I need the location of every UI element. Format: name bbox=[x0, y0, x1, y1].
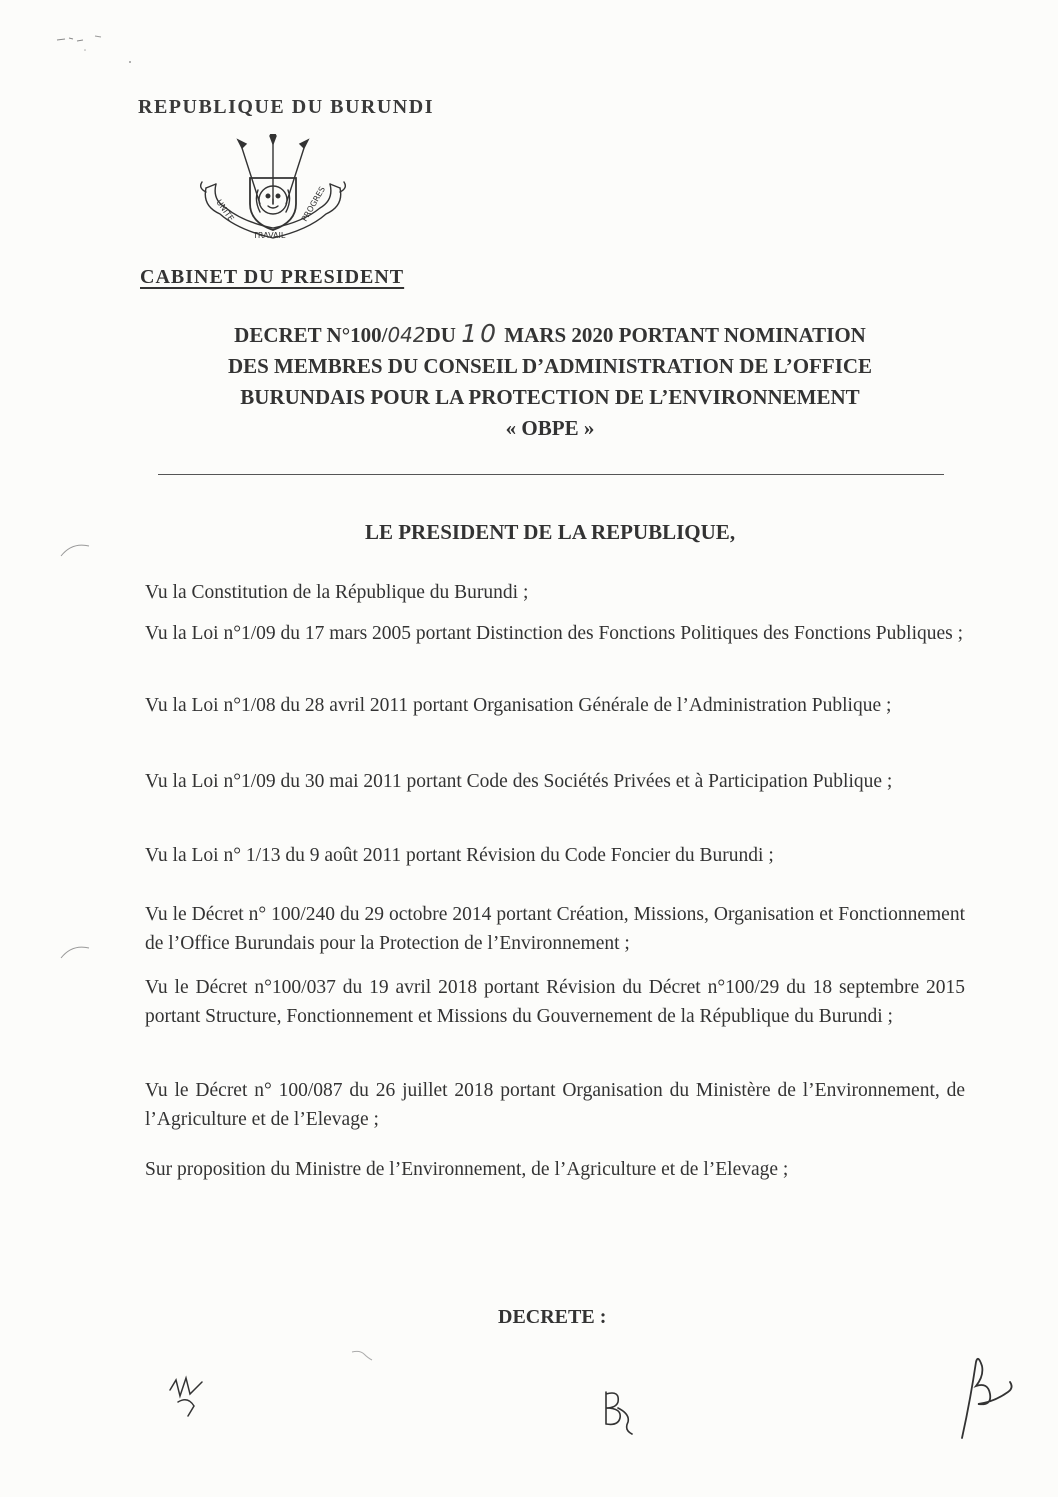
motto-travail: TRAVAIL bbox=[253, 231, 286, 240]
consideration-paragraph: Vu le Décret n° 100/087 du 26 juillet 2018 portant Organisation du Ministère de l’Environnement, de l’Agriculture et de l’Elevage ; bbox=[145, 1080, 965, 1130]
consideration-paragraph: Sur proposition du Ministre de l’Environnement, de l’Agriculture et de l’Elevage ; bbox=[145, 1159, 789, 1180]
title-line-1 bbox=[140, 318, 960, 351]
punch-hole-mark bbox=[58, 942, 92, 962]
handwritten-signature-right bbox=[948, 1352, 1020, 1442]
consideration-paragraph: Vu la Constitution de la République du Burundi ; bbox=[145, 582, 529, 603]
decrete-heading: DECRETE : bbox=[498, 1306, 607, 1328]
motto-unite: UNITE bbox=[214, 197, 236, 223]
handwritten-initials-center bbox=[598, 1384, 642, 1436]
handwritten-decree-day: 10 bbox=[461, 319, 500, 348]
consideration-paragraph: Vu le Décret n° 100/240 du 29 octobre 2014 portant Création, Missions, Organisation et Fonctionnement de l’Office Burundais pour la Protection de l’Environnement ; bbox=[145, 904, 965, 954]
scan-speck-mark bbox=[350, 1348, 374, 1362]
scan-speck-mark bbox=[55, 30, 135, 66]
motto-progres: PROGRES bbox=[299, 185, 328, 223]
cabinet-header: CABINET DU PRESIDENT bbox=[140, 266, 405, 288]
title-line-3: BURUNDAIS POUR LA PROTECTION DE L’ENVIRONNEMENT bbox=[240, 385, 860, 409]
president-heading: LE PRESIDENT DE LA REPUBLIQUE, bbox=[364, 520, 736, 544]
title-line-2: DES MEMBRES DU CONSEIL D’ADMINISTRATION DE L’OFFICE bbox=[227, 354, 873, 378]
consideration-paragraph: Vu la Loi n°1/09 du 17 mars 2005 portant Distinction des Fonctions Politiques des Fonctions Publiques ; bbox=[145, 623, 964, 644]
republic-header: REPUBLIQUE DU BURUNDI bbox=[138, 96, 434, 118]
consideration-paragraph: Vu la Loi n°1/08 du 28 avril 2011 portant Organisation Générale de l’Administration Publique ; bbox=[145, 695, 892, 716]
coat-of-arms-emblem bbox=[198, 134, 348, 256]
title-suffix: MARS 2020 PORTANT NOMINATION bbox=[504, 323, 866, 347]
handwritten-initials-left bbox=[160, 1362, 220, 1422]
title-prefix: DECRET N°100/ bbox=[234, 323, 388, 347]
handwritten-decree-number: 042 bbox=[387, 323, 426, 347]
title-line-4: « OBPE » bbox=[505, 416, 595, 440]
title-divider bbox=[158, 474, 944, 475]
consideration-paragraph: Vu la Loi n° 1/13 du 9 août 2011 portant Révision du Code Foncier du Burundi ; bbox=[145, 845, 774, 866]
decree-title bbox=[140, 318, 960, 444]
consideration-paragraph: Vu la Loi n°1/09 du 30 mai 2011 portant Code des Sociétés Privées et à Participation Publique ; bbox=[145, 771, 893, 792]
title-du: DU bbox=[425, 323, 456, 347]
consideration-paragraph: Vu le Décret n°100/037 du 19 avril 2018 portant Révision du Décret n°100/29 du 18 septembre 2015 portant Structure, Fonctionnement et Missions du Gouvernement de la République du Burundi ; bbox=[145, 977, 965, 1027]
punch-hole-mark bbox=[58, 540, 92, 560]
